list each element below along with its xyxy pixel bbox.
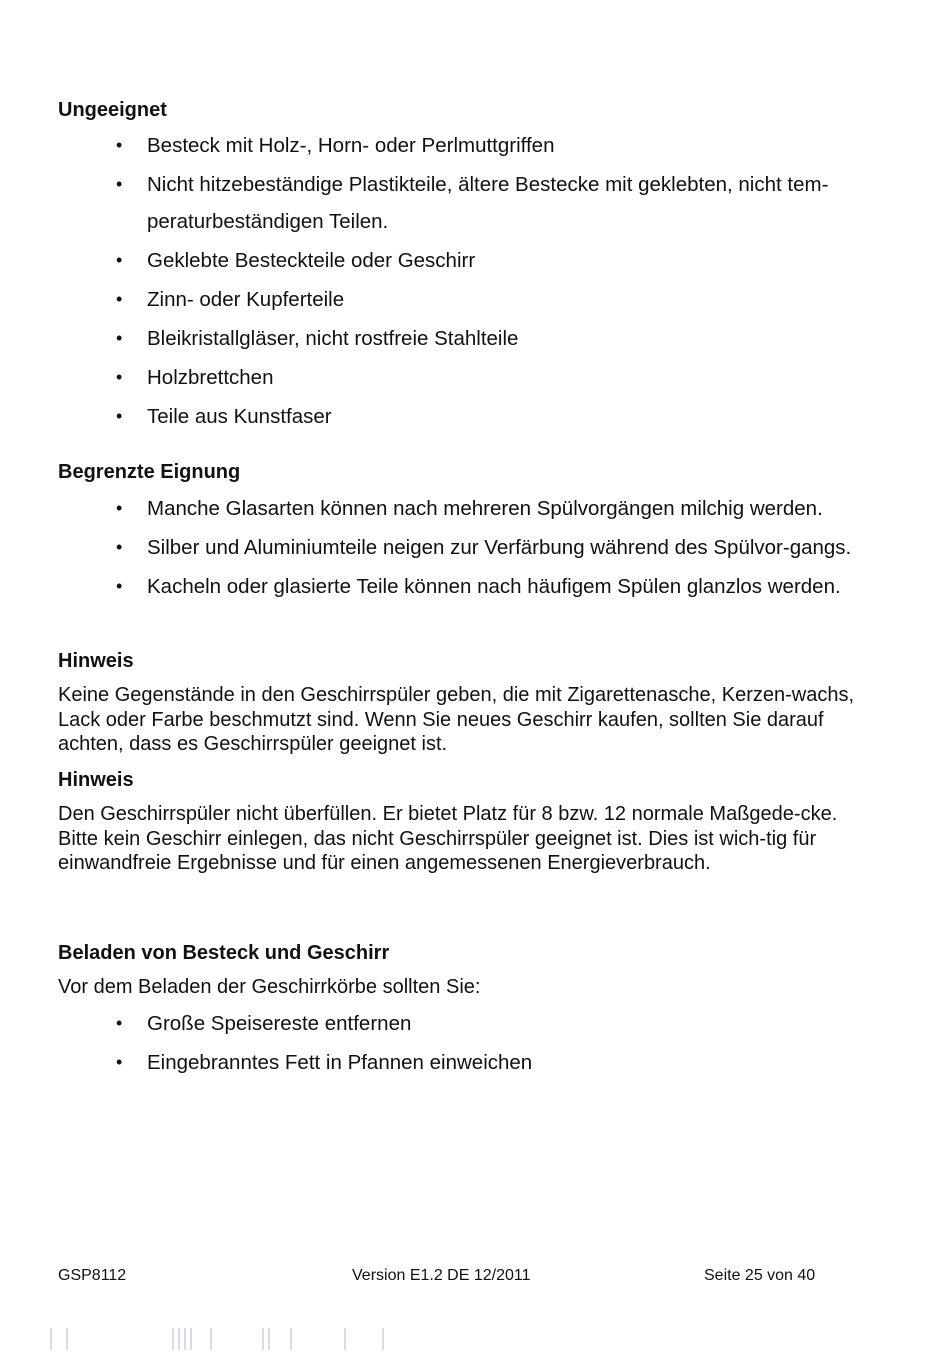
list-begrenzte-eignung [0,490,882,607]
list-item: • Holzbrettchen [0,359,882,396]
footer-page-number: Seite 25 von 40 [704,1267,816,1284]
section-heading-begrenzte-eignung: Begrenzte Eignung [58,461,241,483]
list-beladen [0,1005,882,1083]
beladen-intro: Vor dem Beladen der Geschirrkörbe sollten Sie: [58,976,481,998]
section-heading-ungeeignet: Ungeeignet [58,99,167,121]
section-heading-beladen: Beladen von Besteck und Geschirr [58,942,390,964]
list-item: • Geklebte Besteckteile oder Geschirr [0,242,882,279]
list-item: • Silber und Aluminiumteile neigen zur Verfärbung während des Spülvor-gangs. [0,529,882,566]
list-item: • Bleikristallgläser, nicht rostfreie Stahlteile [0,320,882,357]
list-item: • Teile aus Kunstfaser [0,398,882,435]
list-item: • Nicht hitzebeständige Plastikteile, ältere Bestecke mit geklebten, nicht tem-peraturbeständigen Teilen. [0,166,882,240]
list-item: • Zinn- oder Kupferteile [0,281,882,318]
list-item: • Große Speisereste entfernen [0,1005,882,1042]
list-item: • Kacheln oder glasierte Teile können nach häufigem Spülen glanzlos werden. [0,568,882,605]
hinweis-text-1: Keine Gegenstände in den Geschirrspüler geben, die mit Zigarettenasche, Kerzen-wachs, Lack oder Farbe beschmutzt sind. Wenn Sie neues Geschirr kaufen, sollten Sie darauf achten, dass es Geschirrspüler geeignet ist. [58,684,855,755]
hinweis-heading-2: Hinweis [58,769,134,791]
footer-version: Version E1.2 DE 12/2011 [352,1267,531,1284]
hinweis-heading-1: Hinweis [58,650,134,672]
footer-model: GSP8112 [58,1267,127,1284]
scan-artifact-marks [0,1328,950,1352]
list-item: • Manche Glasarten können nach mehreren Spülvorgängen milchig werden. [0,490,882,527]
hinweis-text-2: Den Geschirrspüler nicht überfüllen. Er bietet Platz für 8 bzw. 12 normale Maßgede-cke. Bitte kein Geschirr einlegen, das nicht Geschirrspüler geeignet ist. Dies ist wich-tig für einwandfreie Ergebnisse und für einen angemessenen Energieverbrauch. [58,803,838,874]
list-item: • Besteck mit Holz-, Horn- oder Perlmuttgriffen [0,127,882,164]
list-ungeeignet [0,127,882,437]
list-item: • Eingebranntes Fett in Pfannen einweichen [0,1044,882,1081]
